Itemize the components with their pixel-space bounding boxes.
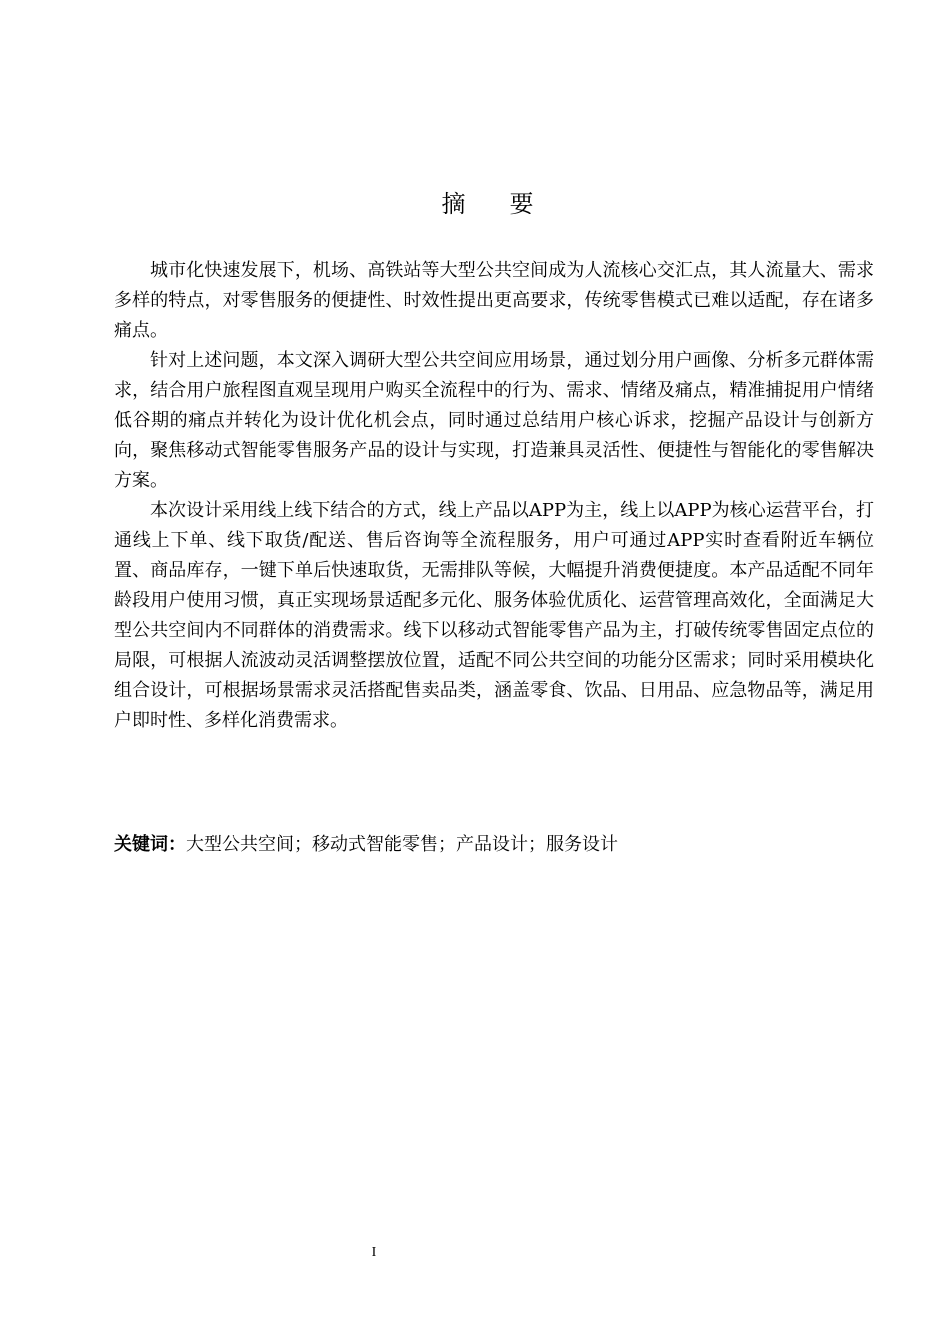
keywords-label: 关键词： (114, 834, 186, 855)
abstract-paragraph-3: 本次设计采用线上线下结合的方式，线上产品以APP为主，线上以APP为核心运营平台，打通线上下单、线下取货/配送、售后咨询等全流程服务，用户可通过APP实时查看附近车辆位置、商品库存，一键下单后快速取货，无需排队等候，大幅提升消费便捷度。本产品适配不同年龄段用户使用习惯，真正实现场景适配多元化、服务体验优质化、运营管理高效化，全面满足大型公共空间内不同群体的消费需求。线下以移动式智能零售产品为主，打破传统零售固定点位的局限，可根据人流波动灵活调整摆放位置，适配不同公共空间的功能分区需求；同时采用模块化组合设计，可根据场景需求灵活搭配售卖品类，涵盖零食、饮品、日用品、应急物品等，满足用户即时性、多样化消费需求。 (114, 500, 874, 731)
keywords-text: 大型公共空间；移动式智能零售；产品设计；服务设计 (186, 834, 618, 855)
page-title (0, 186, 950, 222)
keywords-line (114, 830, 874, 860)
page-number: I (371, 1245, 377, 1260)
abstract-paragraph-1: 城市化快速发展下，机场、高铁站等大型公共空间成为人流核心交汇点，其人流量大、需求多样的特点，对零售服务的便捷性、时效性提出更高要求，传统零售模式已难以适配，存在诸多痛点。 (114, 260, 874, 341)
title-char-1: 摘 (441, 190, 466, 218)
abstract-paragraph-2: 针对上述问题，本文深入调研大型公共空间应用场景，通过划分用户画像、分析多元群体需求，结合用户旅程图直观呈现用户购买全流程中的行为、需求、情绪及痛点，精准捕捉用户情绪低谷期的痛点并转化为设计优化机会点，同时通过总结用户核心诉求，挖掘产品设计与创新方向，聚焦移动式智能零售服务产品的设计与实现，打造兼具灵活性、便捷性与智能化的零售解决方案。 (114, 350, 874, 491)
abstract-body (114, 256, 874, 736)
title-char-2: 要 (509, 190, 534, 218)
